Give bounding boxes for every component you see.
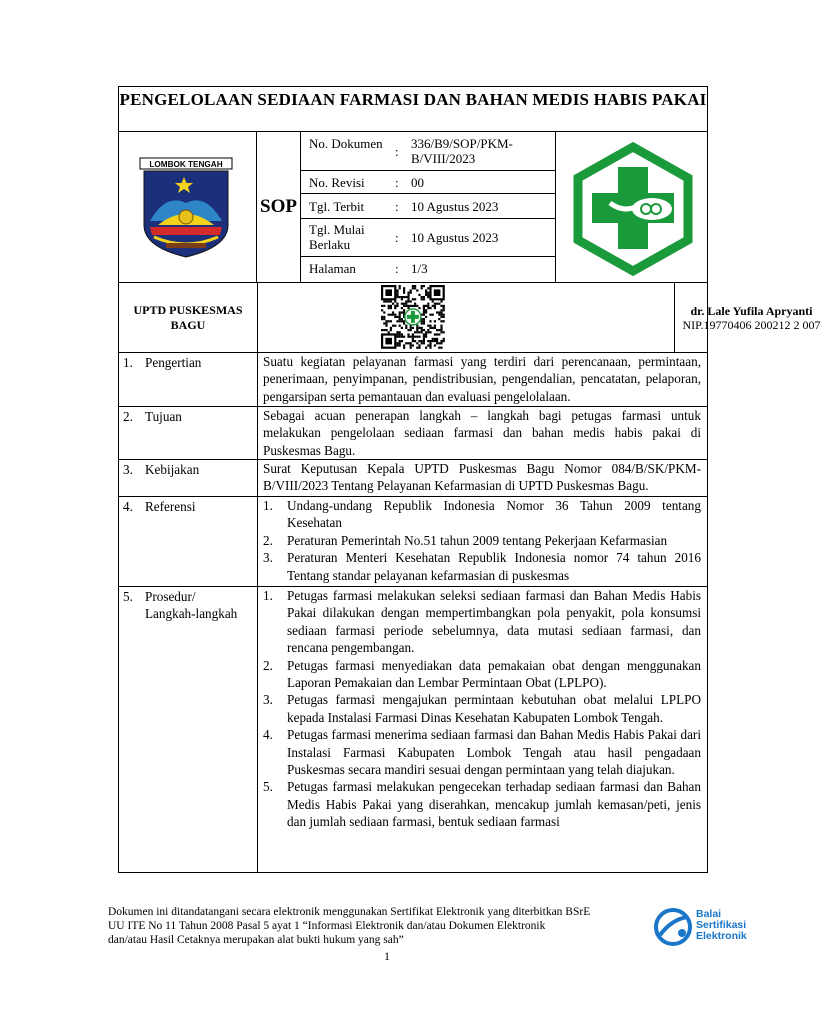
meta-value: 00 bbox=[411, 175, 424, 190]
notice-line: Dokumen ini ditandatangani secara elektronik menggunakan Sertifikat Elektronik yang diterbitkan BSrE bbox=[108, 906, 591, 918]
section-text: Suatu kegiatan pelayanan farmasi yang terdiri dari perencanaan, permintaan, penerimaan, penyimpanan, pendistribusian, pengendalian, pencatatan, pelaporan, pengarsipan serta pemantauan dan evaluasi pengelolalaan. bbox=[263, 354, 701, 404]
list-item: 3. Petugas farmasi mengajukan permintaan kebutuhan obat melalui LPLPO kepada Instalasi Farmasi Dinas Kesehatan Kabupaten Lombok Tengah. bbox=[263, 692, 701, 725]
bsre-text bbox=[696, 909, 747, 942]
puskesmas-logo-icon bbox=[570, 143, 696, 275]
list-item: 2. Peraturan Pemerintah No.51 tahun 2009 tentang Pekerjaan Kefarmasian bbox=[263, 532, 668, 548]
document-meta-table bbox=[300, 131, 556, 283]
qr-code-icon bbox=[380, 284, 448, 350]
section-number: 2. bbox=[123, 409, 133, 424]
notice-line: dan/atau Hasil Cetaknya merupakan alat bukti hukum yang sah” bbox=[108, 934, 404, 946]
section-referensi bbox=[119, 497, 708, 587]
page-number: 1 bbox=[384, 949, 390, 963]
section-label bbox=[123, 588, 257, 623]
regency-logo-cell bbox=[118, 131, 256, 283]
meta-row-tgl-mulai-berlaku bbox=[301, 219, 556, 257]
section-content bbox=[257, 407, 708, 459]
meta-value: 10 Agustus 2023 bbox=[411, 199, 499, 214]
section-pengertian bbox=[119, 353, 708, 407]
meta-value: 10 Agustus 2023 bbox=[411, 230, 499, 245]
list-item: 5. Petugas farmasi melakukan pengecekan terhadap sediaan farmasi dan Bahan Medis Habis Pakai yang diserahkan, mencakup jumlah kemasan/peti, jenis dan jumlah sediaan farmasi, bentuk sediaan farmasi bbox=[263, 779, 701, 830]
regency-banner-text: LOMBOK TENGAH bbox=[149, 160, 223, 169]
procedure-list bbox=[263, 587, 701, 831]
bsre-emblem-icon bbox=[652, 905, 694, 947]
section-title: Tujuan bbox=[145, 409, 182, 424]
meta-label: No. Dokumen bbox=[309, 136, 383, 151]
signer-nip: NIP.19770406 200212 2 007 bbox=[682, 317, 821, 332]
signer-block bbox=[675, 283, 828, 352]
section-prosedur bbox=[119, 587, 708, 872]
section-tujuan bbox=[119, 407, 708, 460]
sop-body-table bbox=[118, 353, 708, 873]
section-label bbox=[123, 354, 257, 371]
meta-label: No. Revisi bbox=[309, 175, 365, 190]
section-text: Surat Keputusan Kepala UPTD Puskesmas Bagu Nomor 084/B/SK/PKM-B/VIII/2023 Tentang Pelayanan Kefarmasian di UPTD Puskesmas Bagu. bbox=[263, 461, 701, 494]
meta-value: 1/3 bbox=[411, 261, 428, 276]
section-number: 5. bbox=[123, 589, 133, 604]
section-content bbox=[257, 460, 708, 496]
meta-row-no-dokumen bbox=[301, 131, 556, 171]
section-number: 1. bbox=[123, 355, 133, 370]
meta-label: Tgl. Terbit bbox=[309, 199, 365, 214]
document-title: PENGELOLAAN SEDIAAN FARMASI DAN BAHAN MEDIS HABIS PAKAI bbox=[118, 86, 708, 132]
info-row bbox=[118, 283, 821, 353]
notice-line: UU ITE No 11 Tahun 2008 Pasal 5 ayat 1 “Informasi Elektronik dan/atau Dokumen Elektronik bbox=[108, 920, 546, 932]
institution-name: UPTD PUSKESMAS BAGU bbox=[133, 302, 243, 332]
section-content bbox=[257, 587, 708, 872]
section-title: Pengertian bbox=[145, 355, 202, 370]
qr-cell bbox=[257, 283, 675, 352]
section-number: 3. bbox=[123, 462, 133, 477]
section-title: Prosedur/ Langkah-langkah bbox=[145, 589, 238, 622]
section-title: Kebijakan bbox=[145, 462, 200, 477]
list-item: 1. Undang-undang Republik Indonesia Nomor 36 Tahun 2009 tentang Kesehatan bbox=[263, 498, 701, 531]
lombok-tengah-emblem-icon bbox=[136, 155, 236, 261]
section-content bbox=[257, 497, 708, 586]
bsre-text-line: Elektronik bbox=[696, 930, 747, 942]
meta-row-tgl-terbit bbox=[301, 194, 556, 219]
section-kebijakan bbox=[119, 460, 708, 497]
bsre-text-line: Balai bbox=[696, 908, 722, 920]
section-content bbox=[257, 353, 708, 406]
section-text: Sebagai acuan penerapan langkah – langkah bagi petugas farmasi untuk melakukan pengelolaan sediaan farmasi dan bahan medis habis pakai di Puskesmas Bagu. bbox=[263, 408, 701, 458]
meta-label: Tgl. Mulai Berlaku bbox=[309, 222, 365, 252]
section-label bbox=[123, 461, 257, 478]
sop-label: SOP bbox=[256, 131, 300, 283]
meta-row-no-revisi bbox=[301, 171, 556, 194]
meta-row-halaman bbox=[301, 257, 556, 282]
meta-colon: : bbox=[395, 199, 399, 214]
reference-list bbox=[263, 497, 701, 584]
e-signature-notice bbox=[108, 905, 653, 947]
section-number: 4. bbox=[123, 499, 133, 514]
meta-colon: : bbox=[395, 175, 399, 190]
list-item: 1. Petugas farmasi melakukan seleksi sediaan farmasi dan Bahan Medis Habis Pakai dilakukan dengan mempertimbangkan pola penyakit, pola konsumsi sediaan farmasi periode sebelumnya, data mutasi sediaan farmasi, dan rencana pengembangan. bbox=[263, 588, 701, 656]
meta-label: Halaman bbox=[309, 261, 356, 276]
section-label bbox=[123, 408, 257, 425]
bsre-text-line: Sertifikasi bbox=[696, 919, 747, 931]
section-label bbox=[123, 498, 257, 515]
list-item: 2. Petugas farmasi menyediakan data pemakaian obat dengan menggunakan Laporan Pemakaian dan Lembar Permintaan Obat (LPLPO). bbox=[263, 657, 701, 691]
meta-colon: : bbox=[395, 261, 399, 276]
list-item: 4. Petugas farmasi menerima sediaan farmasi dan Bahan Medis Habis Pakai dari Instalasi Farmasi Kabupaten Lombok Tengah atau hasil pengadaan Puskesmas secara mandiri sesuai dengan permintaan yang telah diajukan. bbox=[263, 727, 701, 778]
meta-colon: : bbox=[395, 144, 399, 159]
signer-name: dr. Lale Yufila Apryanti bbox=[690, 303, 813, 318]
section-title: Referensi bbox=[145, 499, 196, 514]
meta-value: 336/B9/SOP/PKM-B/VIII/2023 bbox=[411, 136, 513, 166]
meta-colon: : bbox=[395, 230, 399, 245]
puskesmas-logo-cell bbox=[556, 131, 708, 283]
list-item: 3. Peraturan Menteri Kesehatan Republik Indonesia nomor 74 tahun 2016 Tentang standar pelayanan kefarmasian di puskesmas bbox=[263, 550, 701, 583]
bsre-logo bbox=[652, 905, 762, 947]
